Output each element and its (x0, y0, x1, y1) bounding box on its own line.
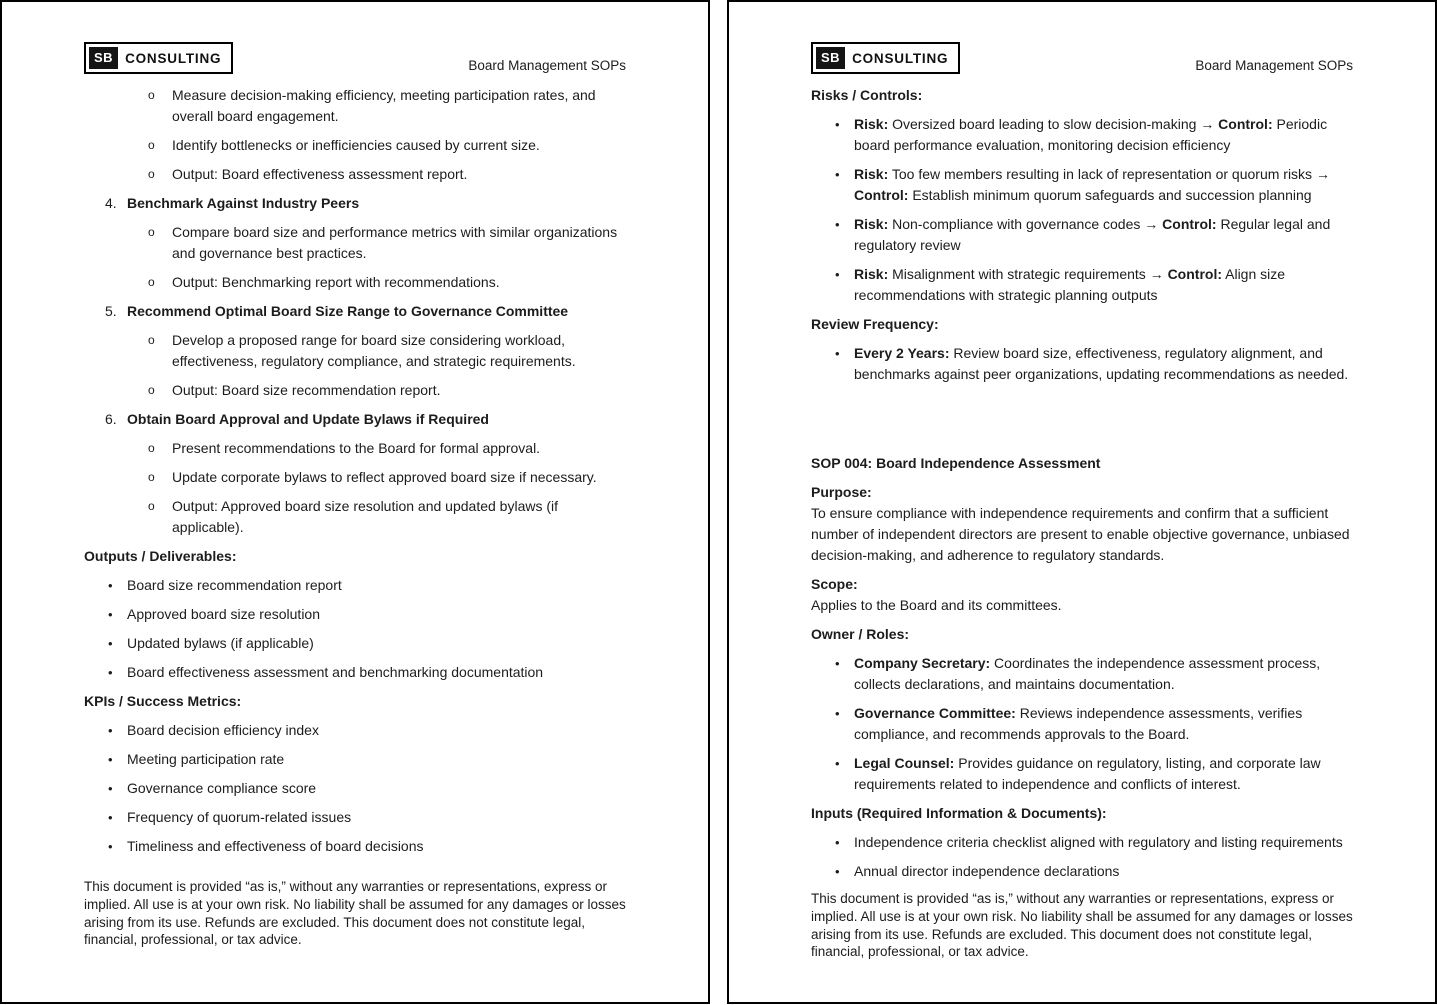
list-item-text (854, 264, 1353, 306)
text: Board decision efficiency index (127, 722, 319, 738)
circle-bullet-icon: o (148, 275, 155, 289)
paragraph-label: Scope: (811, 576, 858, 592)
list-item-text (854, 214, 1353, 256)
text: Periodic board performance evaluation, monitoring decision efficiency (854, 116, 1328, 153)
bullet-icon: • (835, 217, 840, 232)
list-item (811, 343, 1353, 385)
circle-bullet-icon: o (148, 499, 155, 513)
sub-list-item (84, 438, 626, 459)
section-heading: Review Frequency: (811, 316, 939, 332)
bullet-icon: • (835, 835, 840, 850)
sub-list-item (84, 135, 626, 156)
spacer (811, 393, 1353, 453)
sub-list-item-text: Output: Board effectiveness assessment report. (172, 166, 468, 182)
circle-bullet-icon: o (148, 470, 155, 484)
sub-list-item (84, 272, 626, 293)
list-item-text (854, 861, 1353, 882)
text: Coordinates the independence assessment process, collects declarations, and maintains documentation. (854, 655, 1321, 692)
document-title: Board Management SOPs (468, 58, 626, 73)
sub-list-item (84, 467, 626, 488)
bold-text: Company Secretary: (854, 655, 991, 671)
bullet-icon: • (835, 167, 840, 182)
page-content (84, 85, 626, 949)
numbered-step (84, 301, 626, 322)
numbered-step (84, 409, 626, 430)
bullet-icon: • (108, 810, 113, 825)
text: Annual director independence declarations (854, 863, 1120, 879)
list-item-text (854, 164, 1353, 206)
bold-text: Control: (1218, 116, 1273, 132)
page-header (84, 43, 626, 74)
list-item-text (127, 778, 626, 799)
text: Independence criteria checklist aligned with regulatory and listing requirements (854, 834, 1343, 850)
circle-bullet-icon: o (148, 333, 155, 347)
section-heading: Risks / Controls: (811, 87, 923, 103)
text: Board effectiveness assessment and benchmarking documentation (127, 664, 544, 680)
disclaimer-text: This document is provided “as is,” without any warranties or representations, express or implied. All use is at your own risk. No liability shall be assumed for any damages or losses arising from its use. Refunds are excluded. This document does not constitute legal, financial, professional, or tax advice. (84, 879, 626, 948)
sub-list-item (84, 496, 626, 538)
list-item-text (127, 749, 626, 770)
text: Align size recommendations with strategic planning outputs (854, 266, 1286, 303)
bold-text: Risk: (854, 266, 889, 282)
list-item-text (854, 653, 1353, 695)
list-item (84, 633, 626, 654)
text: Reviews independence assessments, verifies compliance, and recommends approvals to the Board. (854, 705, 1303, 742)
document-page-2 (727, 0, 1437, 1004)
text: Misalignment with strategic requirements → (888, 266, 1168, 282)
list-item-text (127, 662, 626, 683)
list-item-text (127, 575, 626, 596)
list-item (84, 778, 626, 799)
bold-text: Risk: (854, 116, 889, 132)
page-content (811, 85, 1353, 961)
list-item (811, 264, 1353, 306)
list-item (84, 749, 626, 770)
logo-consulting-text: CONSULTING (852, 50, 949, 66)
list-item-text (854, 343, 1353, 385)
labeled-paragraph (811, 574, 1353, 616)
sub-list-item-text: Identify bottlenecks or inefficiencies caused by current size. (172, 137, 540, 153)
list-item (84, 720, 626, 741)
list-item (811, 753, 1353, 795)
sub-list-item-text: Present recommendations to the Board for formal approval. (172, 440, 541, 456)
circle-bullet-icon: o (148, 383, 155, 397)
sub-list-item (84, 380, 626, 401)
step-title: Recommend Optimal Board Size Range to Governance Committee (127, 303, 569, 319)
sub-list-item (84, 164, 626, 185)
bullet-icon: • (835, 117, 840, 132)
bold-text: Every 2 Years: (854, 345, 950, 361)
list-item (811, 832, 1353, 853)
bold-text: Governance Committee: (854, 705, 1016, 721)
bold-text: Control: (1162, 216, 1217, 232)
bullet-icon: • (108, 607, 113, 622)
labeled-paragraph (811, 482, 1353, 566)
step-number: 4. (105, 195, 117, 211)
bullet-icon: • (835, 656, 840, 671)
circle-bullet-icon: o (148, 88, 155, 102)
logo-sb-badge: SB (816, 47, 845, 69)
list-item (811, 164, 1353, 206)
document-title: Board Management SOPs (1195, 58, 1353, 73)
text: Approved board size resolution (127, 606, 321, 622)
bullet-icon: • (108, 752, 113, 767)
section-heading: Owner / Roles: (811, 626, 910, 642)
step-number: 6. (105, 411, 117, 427)
bullet-icon: • (108, 781, 113, 796)
sub-list-item-text: Update corporate bylaws to reflect approved board size if necessary. (172, 469, 597, 485)
circle-bullet-icon: o (148, 225, 155, 239)
list-item-text (127, 720, 626, 741)
sub-list-item (84, 85, 626, 127)
list-item (84, 662, 626, 683)
section-heading: SOP 004: Board Independence Assessment (811, 455, 1101, 471)
sub-list-item-text: Output: Approved board size resolution and updated bylaws (if applicable). (172, 498, 559, 535)
bullet-icon: • (835, 267, 840, 282)
circle-bullet-icon: o (148, 138, 155, 152)
text: Review board size, effectiveness, regulatory alignment, and benchmarks against peer organizations, updating recommendations as needed. (854, 345, 1349, 382)
list-item (811, 861, 1353, 882)
list-item-text (127, 604, 626, 625)
text: Regular legal and regulatory review (854, 216, 1331, 253)
text: Board size recommendation report (127, 577, 342, 593)
sub-list-item (84, 222, 626, 264)
sub-list-item-text: Output: Board size recommendation report. (172, 382, 441, 398)
circle-bullet-icon: o (148, 167, 155, 181)
circle-bullet-icon: o (148, 441, 155, 455)
text: Too few members resulting in lack of representation or quorum risks → (888, 166, 1330, 182)
sub-list-item-text: Measure decision-making efficiency, meeting participation rates, and overall board engagement. (172, 87, 596, 124)
list-item-text (127, 633, 626, 654)
list-item-text (127, 836, 626, 857)
list-item-text (854, 753, 1353, 795)
list-item-text (854, 114, 1353, 156)
numbered-step (84, 193, 626, 214)
sub-list-item-text: Output: Benchmarking report with recommendations. (172, 274, 500, 290)
list-item-text (854, 832, 1353, 853)
text: Updated bylaws (if applicable) (127, 635, 314, 651)
bold-text: Control: (1167, 266, 1222, 282)
bullet-icon: • (108, 578, 113, 593)
list-item (84, 575, 626, 596)
step-title: Benchmark Against Industry Peers (127, 195, 360, 211)
list-item-text (127, 807, 626, 828)
bullet-icon: • (108, 839, 113, 854)
sb-consulting-logo (84, 42, 233, 74)
disclaimer-text: This document is provided “as is,” without any warranties or representations, express or implied. All use is at your own risk. No liability shall be assumed for any damages or losses arising from its use. Refunds are excluded. This document does not constitute legal, financial, professional, or tax advice. (811, 891, 1353, 960)
step-title: Obtain Board Approval and Update Bylaws if Required (127, 411, 489, 427)
text: Governance compliance score (127, 780, 317, 796)
list-item (84, 807, 626, 828)
bullet-icon: • (835, 706, 840, 721)
bold-text: Risk: (854, 166, 889, 182)
list-item (811, 114, 1353, 156)
bullet-icon: • (108, 723, 113, 738)
section-heading: Inputs (Required Information & Documents): (811, 805, 1107, 821)
bullet-icon: • (835, 346, 840, 361)
section-heading: KPIs / Success Metrics: (84, 693, 242, 709)
bullet-icon: • (108, 665, 113, 680)
text: Frequency of quorum-related issues (127, 809, 352, 825)
bold-text: Legal Counsel: (854, 755, 955, 771)
section-heading: Outputs / Deliverables: (84, 548, 237, 564)
sub-list-item (84, 330, 626, 372)
text: Provides guidance on regulatory, listing, and corporate law requirements related to independence and conflicts of interest. (854, 755, 1321, 792)
text: Non-compliance with governance codes → (888, 216, 1163, 232)
list-item (84, 604, 626, 625)
list-item (811, 703, 1353, 745)
logo-sb-badge: SB (89, 47, 118, 69)
list-item-text (854, 703, 1353, 745)
bullet-icon: • (835, 756, 840, 771)
sub-list-item-text: Compare board size and performance metrics with similar organizations and governance best practices. (172, 224, 618, 261)
page-header (811, 43, 1353, 74)
spacer (84, 865, 626, 878)
text: Establish minimum quorum safeguards and succession planning (908, 187, 1312, 203)
bullet-icon: • (835, 864, 840, 879)
bold-text: Risk: (854, 216, 889, 232)
text: Timeliness and effectiveness of board decisions (127, 838, 424, 854)
sub-list-item-text: Develop a proposed range for board size considering workload, effectiveness, regulatory compliance, and strategic requirements. (172, 332, 576, 369)
list-item (84, 836, 626, 857)
list-item (811, 214, 1353, 256)
list-item (811, 653, 1353, 695)
document-page-1 (0, 0, 710, 1004)
logo-consulting-text: CONSULTING (125, 50, 222, 66)
paragraph-text: To ensure compliance with independence requirements and confirm that a sufficient number of independent directors are present to enable objective governance, unbiased decision-making, and adherence to regulatory standards. (811, 505, 1350, 563)
paragraph-label: Purpose: (811, 484, 872, 500)
text: Meeting participation rate (127, 751, 285, 767)
sb-consulting-logo (811, 42, 960, 74)
paragraph-text: Applies to the Board and its committees. (811, 597, 1062, 613)
bullet-icon: • (108, 636, 113, 651)
step-number: 5. (105, 303, 117, 319)
text: Oversized board leading to slow decision-making → (888, 116, 1219, 132)
bold-text: Control: (854, 187, 909, 203)
